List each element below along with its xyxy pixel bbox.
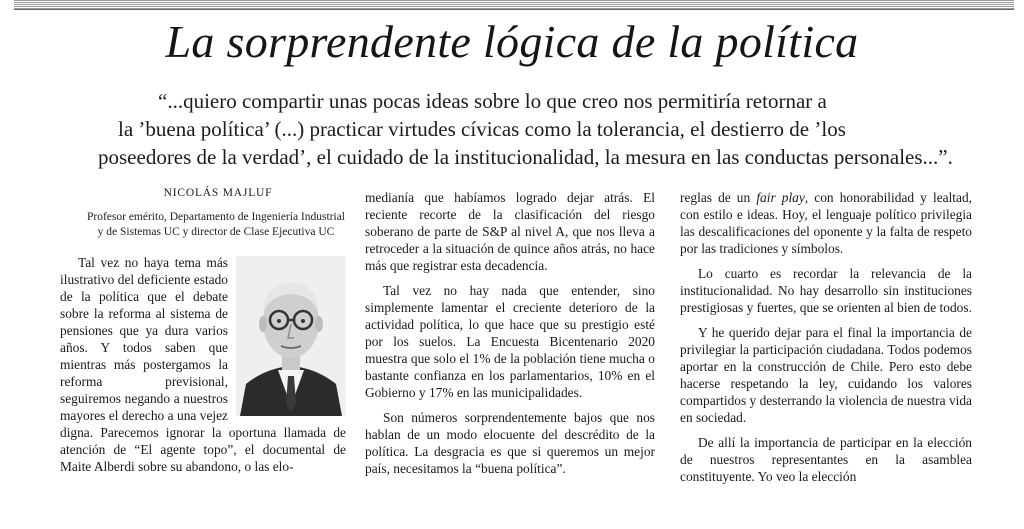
pull-quote-line: poseedores de la verdad’, el cuidado de la institucionalidad, la mesura en las conductas personales...”.	[98, 145, 953, 169]
article-paragraph: Lo cuarto es recordar la relevancia de la institucionalidad. No hay desarrollo sin instituciones prestigiosas y fuertes, que se orienten al bien de todos.	[680, 266, 972, 315]
article-column-3	[680, 189, 972, 493]
article-paragraph	[680, 189, 972, 257]
article-paragraph: Son números sorprendentemente bajos que nos hablan de un modo elocuente del descrédito de la política. La desgracia es que si queremos un mejor país, necesitamos la “buena política”.	[365, 410, 655, 476]
text-run: reglas de un	[680, 190, 757, 205]
article-column-1	[60, 186, 346, 483]
author-affiliation: Profesor emérito, Departamento de Ingeniería Industrial y de Sistemas UC y director de Clase Ejecutiva UC	[86, 211, 345, 238]
article-paragraph: Tal vez no hay nada que entender, sino simplemente lamentar el creciente deterioro de la actividad política, lo que hace que su prestigio esté por los suelos. La Encuesta Bicentenario 2020 muestra que solo el 1% de la población tiene mucha o bastante confianza en los parlamentarios, 10% en el Gobierno y 17% en las municipalidades.	[365, 283, 655, 400]
article-paragraph: Tal vez no haya tema más ilustrativo del deficiente estado de la política que el debate sobre la reforma al sistema de pensiones que ya dura varios años. Y todos saben que mientras más postergamos la reforma previsional, seguiremos negando a nuestros mayores el derecho a una vejez digna. Parecemos ignorar la oportuna llamada de atención de “El agente topo”, el documental de Maite Alberdi sobre su abandono, o las elo-	[60, 255, 346, 474]
pull-quote-line: “...quiero compartir unas pocas ideas sobre lo que creo nos permitiría retornar a	[158, 89, 827, 113]
header-rule	[14, 0, 1014, 10]
pull-quote-line: la ’buena política’ (...) practicar virtudes cívicas como la tolerancia, el destierro de ’los	[118, 117, 846, 141]
author-photo	[236, 256, 346, 416]
author-portrait-icon	[236, 256, 346, 416]
article-paragraph: medianía que habíamos logrado dejar atrás. El reciente recorte de la clasificación del riesgo soberano de parte de S&P al nivel A, que nos lleva a retroceder a la situación de quince años atrás, no hace más que registrar esta decadencia.	[365, 190, 655, 273]
emphasis-text: fair play	[756, 190, 805, 205]
headline: La sorprendente lógica de la política	[165, 16, 859, 67]
pull-quote	[98, 87, 978, 171]
text-run: , con honorabilidad y lealtad, con estilo e ideas. Hoy, el lenguaje político privilegia las descalificaciones del oponente y la falta de respeto por las tradiciones y símbolos.	[680, 190, 973, 256]
article-column-2	[365, 189, 655, 485]
article-paragraph: Y he querido dejar para el final la importancia de privilegiar la participación ciudadana. Todos podemos aportar en la construcción de Chile. Pero esto debe hacerse respetando la ley, cuidando los valores compartidos y desterrando la violencia de nuestra vida en sociedad.	[680, 325, 972, 425]
author-byline: NICOLÁS MAJLUF	[163, 187, 273, 199]
article-paragraph: De allí la importancia de participar en la elección de nuestros representantes en la asamblea constituyente. Yo veo la elección	[680, 435, 972, 484]
